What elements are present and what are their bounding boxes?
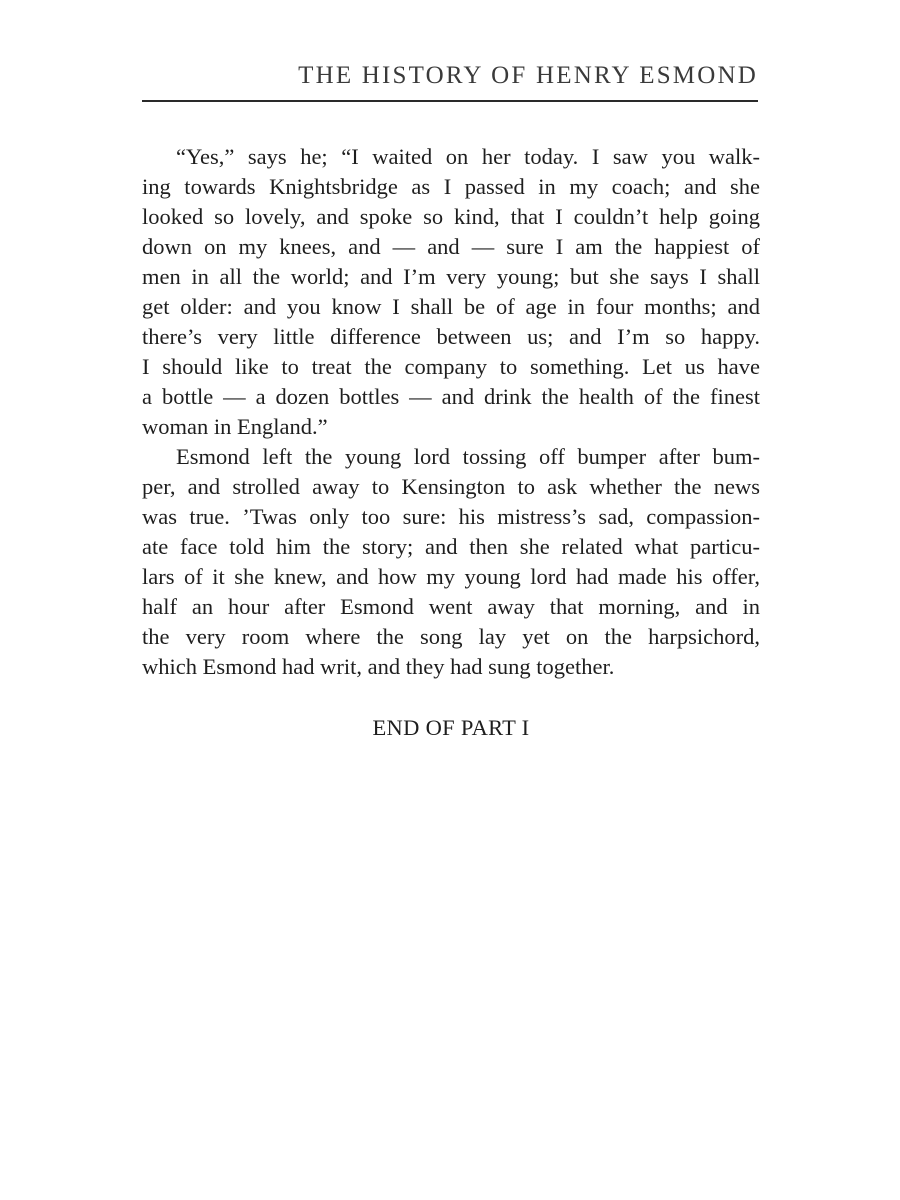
header-rule: [142, 100, 758, 102]
body-text: [142, 142, 760, 682]
text-line: ate face told him the story; and then she related what particu-: [142, 534, 760, 559]
text-line: which Esmond had writ, and they had sung together.: [142, 654, 615, 679]
text-line: the very room where the song lay yet on the harpsichord,: [142, 624, 760, 649]
text-line: men in all the world; and I’m very young; but she says I shall: [142, 264, 760, 289]
paragraph: [142, 142, 760, 442]
text-line: down on my knees, and — and — sure I am the happiest of: [142, 234, 760, 259]
text-line: woman in England.”: [142, 414, 328, 439]
text-line: there’s very little difference between us; and I’m so happy.: [142, 324, 760, 349]
text-line: ing towards Knightsbridge as I passed in my coach; and she: [142, 174, 760, 199]
text-line: get older: and you know I shall be of age in four months; and: [142, 294, 760, 319]
text-line: was true. ’Twas only too sure: his mistress’s sad, compassion-: [142, 504, 760, 529]
text-line: lars of it she knew, and how my young lord had made his offer,: [142, 564, 760, 589]
text-line: per, and strolled away to Kensington to ask whether the news: [142, 474, 760, 499]
text-line: half an hour after Esmond went away that morning, and in: [142, 594, 760, 619]
text-line: “Yes,” says he; “I waited on her today. I saw you walk-: [176, 144, 760, 169]
end-of-part-heading: END OF PART I: [372, 715, 530, 740]
paragraph: [142, 442, 760, 682]
running-head: THE HISTORY OF HENRY ESMOND: [298, 62, 758, 89]
text-line: a bottle — a dozen bottles — and drink the health of the finest: [142, 384, 760, 409]
text-line: Esmond left the young lord tossing off bumper after bum-: [176, 444, 760, 469]
text-line: looked so lovely, and spoke so kind, that I couldn’t help going: [142, 204, 760, 229]
text-line: I should like to treat the company to something. Let us have: [142, 354, 760, 379]
